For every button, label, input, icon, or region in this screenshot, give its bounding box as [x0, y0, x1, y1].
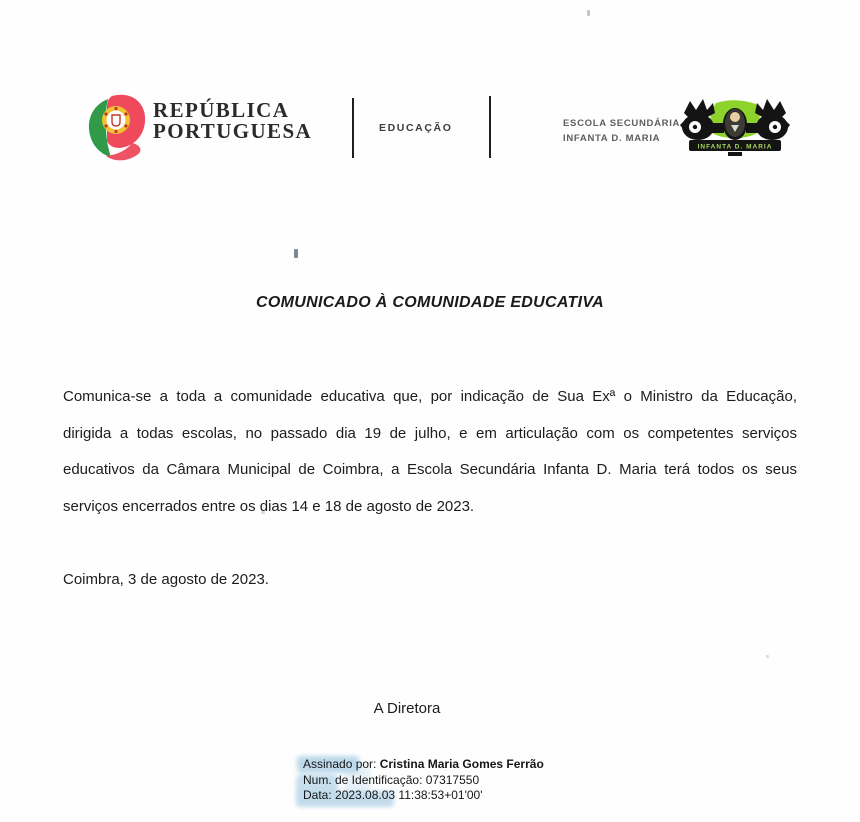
header-divider-1: [352, 98, 354, 158]
school-crest: [678, 97, 792, 159]
scan-artifact: [587, 10, 590, 16]
signature-signed-by-line: [303, 757, 544, 773]
signature-signed-by-label: Assinado por:: [303, 757, 380, 771]
scan-artifact: [261, 511, 265, 514]
document-body-paragraph: [63, 379, 797, 525]
ministry-label: EDUCAÇÃO: [379, 122, 453, 134]
document-dateline: Coimbra, 3 de agosto de 2023.: [63, 571, 269, 588]
signature-signer-name: Cristina Maria Gomes Ferrão: [379, 757, 544, 771]
school-name-line2: INFANTA D. MARIA: [563, 132, 661, 144]
school-name: [563, 117, 680, 146]
government-wordmark-line2: PORTUGUESA: [153, 119, 313, 143]
body-line: dirigida a todas escolas, no passado dia 19 de julho, e em articulação com os competentes serviços: [63, 424, 797, 442]
school-crest-banner-text: INFANTA D. MARIA: [697, 143, 773, 151]
body-line: serviços encerrados entre os dias 14 e 18 de agosto de 2023.: [63, 497, 475, 515]
government-wordmark: [153, 100, 312, 142]
document-header: [0, 0, 860, 200]
signature-date-line: Data: 2023.08.03 11:38:53+01'00': [303, 788, 483, 802]
body-line: educativos da Câmara Municipal de Coimbra, a Escola Secundária Infanta D. Maria terá todos os seus: [63, 461, 797, 478]
government-wordmark-line1: REPÚBLICA: [153, 98, 290, 122]
portugal-flag-logo: [84, 93, 146, 163]
scan-artifact: [766, 655, 769, 658]
body-line: Comunica-se a toda a comunidade educativa que, por indicação de Sua Exª o Ministro da Educação,: [63, 388, 797, 405]
signer-role-label: A Diretora: [373, 700, 441, 717]
school-name-line1: ESCOLA SECUNDÁRIA: [563, 118, 681, 129]
document-title: COMUNICADO À COMUNIDADE EDUCATIVA: [256, 294, 604, 311]
signature-id-line: Num. de Identificação: 07317550: [303, 772, 480, 787]
digital-signature-stamp: [303, 757, 544, 804]
scan-artifact: [294, 249, 298, 258]
header-divider-2: [489, 96, 491, 158]
